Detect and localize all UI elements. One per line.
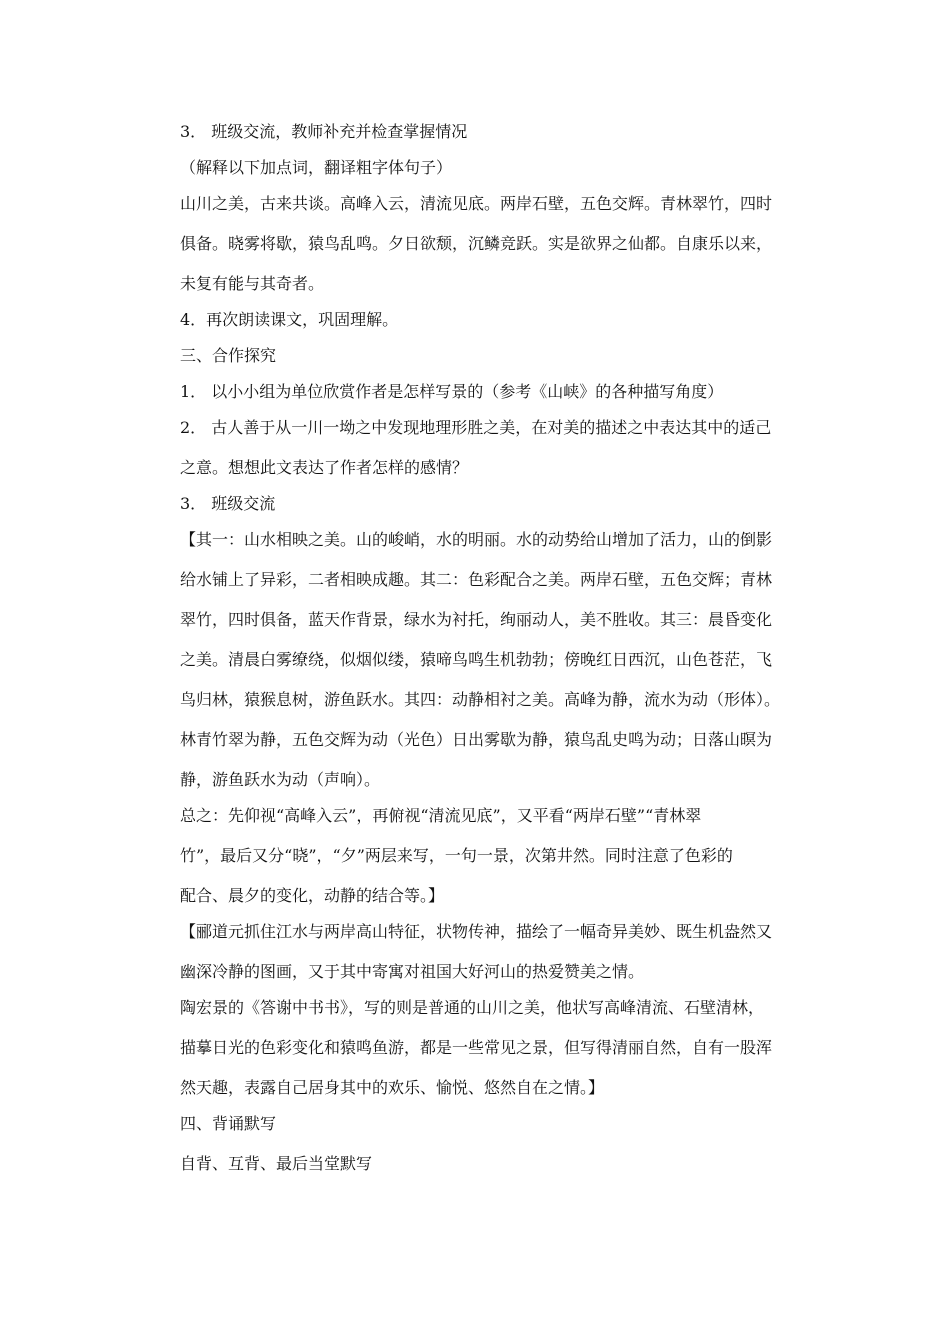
text-line: 山川之美，古来共谈。高峰入云，清流见底。两岸石壁，五色交辉。青林翠竹，四时 (180, 194, 773, 213)
text-line: 竹”，最后又分“晓”，“夕”两层来写，一句一景，次第井然。同时注意了色彩的 (180, 846, 733, 865)
text-line: 4．再次朗读课文，巩固理解。 (180, 310, 399, 329)
text-line: 3． 班级交流 (180, 494, 276, 513)
text-line: 自背、互背、最后当堂默写 (180, 1154, 373, 1173)
text-line: 描摹日光的色彩变化和猿鸣鱼游，都是一些常见之景，但写得清丽自然，自有一股浑 (180, 1038, 773, 1057)
text-line: 俱备。晓雾将歇，猿鸟乱鸣。夕日欲颓，沉鳞竞跃。实是欲界之仙都。自康乐以来， (180, 234, 773, 253)
text-line: 之意。想想此文表达了作者怎样的感情？ (180, 458, 469, 477)
text-line: 2． 古人善于从一川一坳之中发现地理形胜之美，在对美的描述之中表达其中的适己 (180, 418, 772, 437)
text-line: 陶宏景的《答谢中书书》，写的则是普通的山川之美，他状写高峰清流、石壁清林， (180, 998, 765, 1017)
text-line: 然天趣，表露自己居身其中的欢乐、愉悦、悠然自在之情。】 (180, 1078, 605, 1097)
text-line: 幽深冷静的图画，又于其中寄寓对祖国大好河山的热爱赞美之情。 (180, 962, 645, 981)
text-line: 鸟归林，猿猴息树，游鱼跃水。其四：动静相衬之美。高峰为静，流水为动（形体）。 (180, 690, 781, 709)
text-line: 翠竹，四时俱备，蓝天作背景，绿水为衬托，绚丽动人，美不胜收。其三：晨昏变化 (180, 610, 773, 629)
text-line: 给水铺上了异彩，二者相映成趣。其二：色彩配合之美。两岸石壁，五色交辉；青林 (180, 570, 773, 589)
text-line: 静，游鱼跃水为动（声响）。 (180, 770, 381, 789)
text-line: 【其一：山水相映之美。山的峻峭，水的明丽。水的动势给山增加了活力，山的倒影 (180, 530, 773, 549)
text-line: 【郦道元抓住江水与两岸高山特征，状物传神，描绘了一幅奇异美妙、既生机盎然又 (180, 922, 773, 941)
text-line: 3． 班级交流，教师补充并检查掌握情况 (180, 122, 468, 141)
document-body (180, 122, 820, 1174)
text-line: 配合、晨夕的变化，动静的结合等。】 (180, 886, 445, 905)
text-line: 未复有能与其奇者。 (180, 274, 325, 293)
text-line: 总之：先仰视“高峰入云”，再俯视“清流见底”，又平看“两岸石壁”“青林翠 (180, 806, 702, 825)
text-line: （解释以下加点词，翻译粗字体句子） (180, 158, 453, 177)
section-heading: 三、合作探究 (180, 346, 277, 365)
text-line: 林青竹翠为静，五色交辉为动（光色）日出雾歇为静，猿鸟乱史鸣为动；日落山暝为 (180, 730, 773, 749)
text-line: 之美。清晨白雾缭绕，似烟似缕，猿啼鸟鸣生机勃勃；傍晚红日西沉，山色苍茫，飞 (180, 650, 773, 669)
text-line: 1． 以小小组为单位欣赏作者是怎样写景的（参考《山峡》的各种描写角度） (180, 382, 724, 401)
section-heading: 四、背诵默写 (180, 1114, 277, 1133)
